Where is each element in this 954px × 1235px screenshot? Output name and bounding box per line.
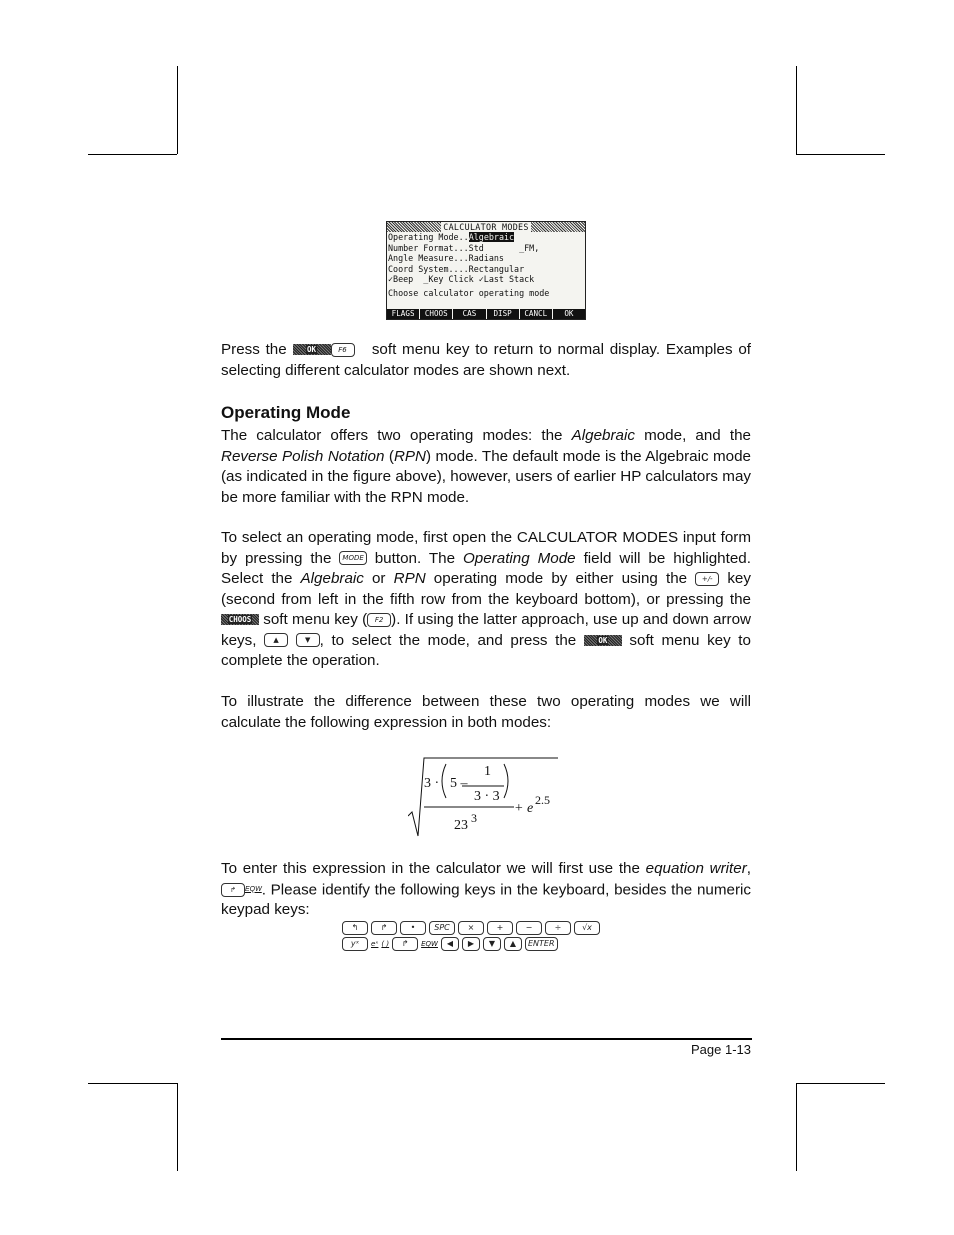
crop-mark bbox=[177, 1083, 178, 1171]
math-five: 5 – bbox=[450, 776, 468, 791]
e-power-x-label: eˣ bbox=[371, 940, 379, 948]
enter-key-icon: ENTER bbox=[525, 937, 558, 951]
paragraph-enter-expression: To enter this expression in the calculator we will first use the equation writer, ↱ EQW. Please identify the following keys in the keyboard, besides the numeric keypad keys: bbox=[221, 860, 751, 919]
key-row-1 bbox=[342, 920, 600, 936]
key-row-2 bbox=[342, 936, 558, 952]
math-expression bbox=[408, 754, 568, 840]
mode-key-icon: MODE bbox=[339, 551, 366, 565]
ok-soft-key-icon: OK bbox=[584, 635, 622, 646]
right-arrow-key-icon: ▶ bbox=[462, 937, 480, 951]
calculator-screen bbox=[386, 221, 586, 320]
screen-line-checkboxes: ✓Beep _Key Click ✓Last Stack bbox=[388, 274, 535, 285]
math-base: 23 bbox=[454, 818, 468, 833]
math-plus-e: + e bbox=[514, 801, 534, 816]
sqrt-key-icon: √x bbox=[574, 921, 600, 935]
left-shift-key-icon: ↰ bbox=[342, 921, 368, 935]
left-arrow-key-icon: ◀ bbox=[441, 937, 459, 951]
operating-mode-value[interactable]: Algebraic bbox=[468, 232, 515, 242]
math-three: 3 · bbox=[424, 776, 440, 791]
parentheses-label: ( ) bbox=[381, 940, 390, 948]
crop-mark bbox=[796, 154, 885, 155]
operating-mode-label: Operating Mode.. bbox=[388, 232, 469, 242]
y-power-x-key-icon: yˣ bbox=[342, 937, 368, 951]
right-shift-key-icon: ↱ bbox=[371, 921, 397, 935]
plus-minus-key-icon: +/- bbox=[695, 572, 719, 586]
crop-mark bbox=[796, 1083, 797, 1171]
paragraph-press-ok: Press the OK F6 soft menu key to return to normal display. Examples of selecting different calculator modes are shown next. bbox=[221, 341, 751, 379]
soft-key-flags[interactable]: FLAGS bbox=[387, 309, 419, 319]
crop-mark bbox=[796, 66, 797, 154]
math-one: 1 bbox=[484, 764, 491, 779]
soft-key-choos[interactable]: CHOOS bbox=[420, 309, 452, 319]
up-arrow-key-icon: ▲ bbox=[504, 937, 522, 951]
multiply-key-icon: × bbox=[458, 921, 484, 935]
footer-rule bbox=[221, 1038, 752, 1040]
screen-title: CALCULATOR MODES bbox=[443, 221, 529, 232]
screen-line-operating-mode bbox=[387, 232, 585, 243]
spc-key-icon: SPC bbox=[429, 921, 455, 935]
choos-soft-key-icon: CHOOS bbox=[221, 614, 259, 625]
screen-line-number-format: Number Format...Std _FM, bbox=[388, 242, 540, 253]
math-exponent-2-5: 2.5 bbox=[535, 793, 550, 807]
crop-mark bbox=[177, 66, 178, 154]
screen-line-angle-measure: Angle Measure...Radians bbox=[388, 253, 504, 264]
plus-key-icon: + bbox=[487, 921, 513, 935]
paragraph-operating-modes: The calculator offers two operating modes: the Algebraic mode, and the Reverse Polish Notation (RPN) mode. The default mode is the Algebraic mode (as indicated in the figure above), however, users of earlier HP calculators may be more familiar with the RPN mode. bbox=[221, 427, 751, 506]
page-number: Page 1-13 bbox=[691, 1042, 751, 1057]
soft-key-disp[interactable]: DISP bbox=[487, 309, 519, 319]
right-shift-key-icon: ↱ bbox=[221, 883, 245, 897]
paragraph-select-mode: To select an operating mode, first open the CALCULATOR MODES input form by pressing the MODE button. The Operating Mode field will be highlighted. Select the Algebraic or RPN operating mode by either using the +/- key (second from left in the fifth row from the keyboard bottom), or pressing the CHOOS soft menu key ( F2 ). If using the latter approach, use up and down arrow keys, ▲ ▼ , to select the mode, and press the OK soft menu key to complete the operation. bbox=[221, 529, 751, 669]
paragraph-illustrate: To illustrate the difference between these two operating modes we will calculate the following expression in both modes: bbox=[221, 693, 751, 731]
minus-key-icon: − bbox=[516, 921, 542, 935]
down-arrow-key-icon: ▼ bbox=[296, 633, 320, 647]
screen-help-line: Choose calculator operating mode bbox=[388, 287, 550, 298]
ok-soft-key-icon: OK bbox=[293, 344, 331, 355]
math-exponent-three: 3 bbox=[471, 811, 477, 825]
soft-menu-bar bbox=[387, 309, 585, 319]
screen-title-bar bbox=[387, 222, 585, 232]
crop-mark bbox=[796, 1083, 885, 1084]
crop-mark bbox=[88, 154, 177, 155]
eqw-label: EQW bbox=[421, 940, 438, 948]
up-arrow-key-icon: ▲ bbox=[264, 633, 288, 647]
divide-key-icon: ÷ bbox=[545, 921, 571, 935]
right-shift-key-icon: ↱ bbox=[392, 937, 418, 951]
soft-key-cas[interactable]: CAS bbox=[453, 309, 485, 319]
f2-key-icon: F2 bbox=[367, 613, 391, 627]
down-arrow-key-icon: ▼ bbox=[483, 937, 501, 951]
eqw-label: EQW bbox=[245, 885, 262, 893]
f6-key-icon: F6 bbox=[331, 343, 355, 357]
soft-key-ok[interactable]: OK bbox=[553, 309, 585, 319]
decimal-key-icon: • bbox=[400, 921, 426, 935]
soft-key-cancl[interactable]: CANCL bbox=[520, 309, 552, 319]
crop-mark bbox=[88, 1083, 177, 1084]
section-heading: Operating Mode bbox=[221, 403, 351, 422]
math-three-times-three: 3 · 3 bbox=[474, 789, 500, 804]
screen-line-coord-system: Coord System....Rectangular bbox=[388, 263, 525, 274]
